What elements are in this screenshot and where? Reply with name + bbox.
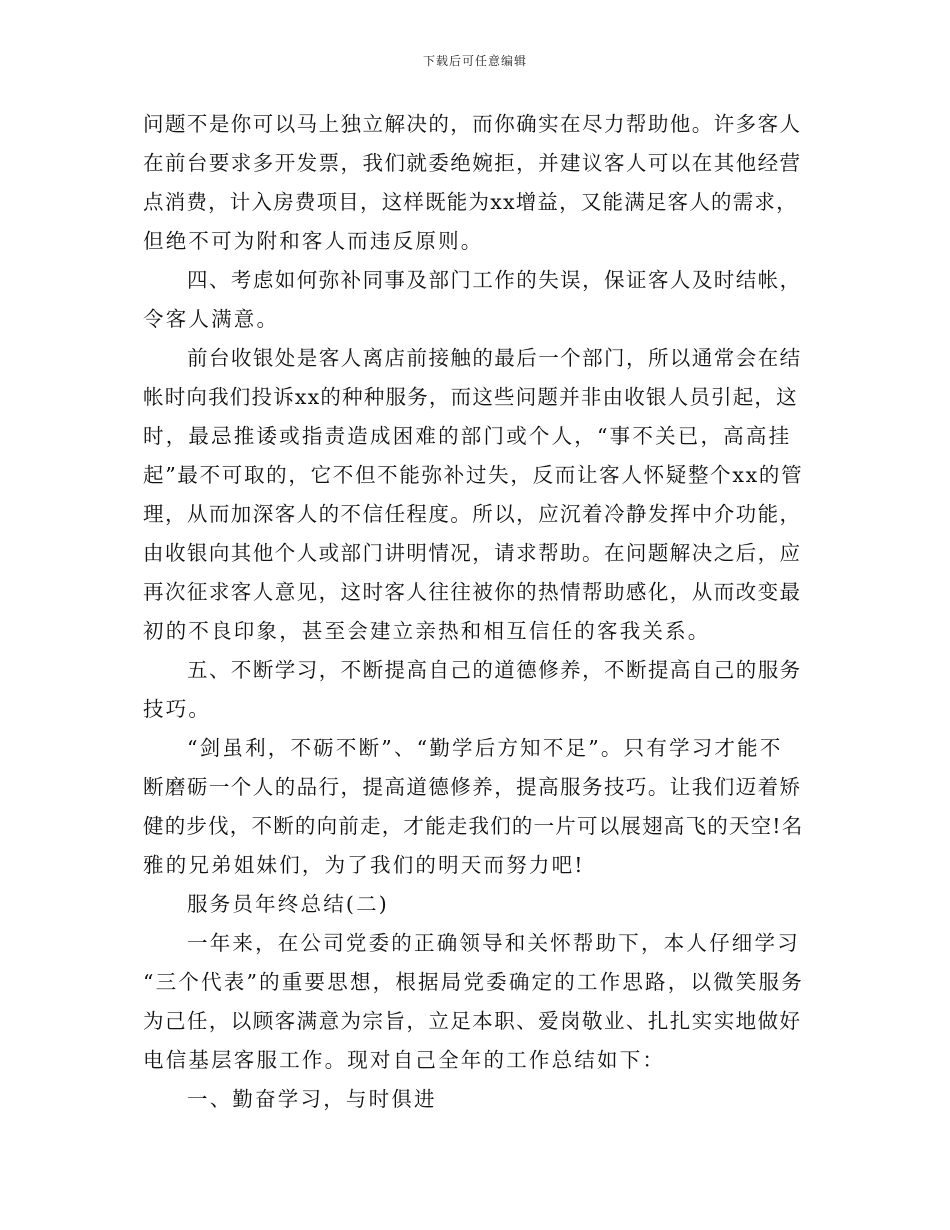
- text-line: 电信基层客服工作。现对自己全年的工作总结如下：: [143, 1048, 666, 1072]
- page-header: 下载后可任意编辑: [422, 54, 527, 68]
- text-line: 理，从而加深客人的不信任程度。所以，应沉着冷静发挥中介功能，: [143, 502, 802, 526]
- text-line: 服务员年终总结(二): [187, 892, 389, 916]
- text-line: 帐时向我们投诉xx的种种服务，而这些问题并非由收银人员引起，这: [143, 385, 798, 409]
- text-line: 令客人满意。: [143, 307, 280, 331]
- text-line: 技巧。: [143, 697, 212, 721]
- text-line: 一、勤奋学习，与时俱进: [187, 1087, 437, 1111]
- text-line: 问题不是你可以马上独立解决的，而你确实在尽力帮助他。许多客人: [143, 112, 802, 136]
- text-line: 断磨砺一个人的品行，提高道德修养，提高服务技巧。让我们迈着矫: [143, 775, 802, 799]
- text-line: 为己任，以顾客满意为宗旨，立足本职、爱岗敬业、扎扎实实地做好: [143, 1009, 802, 1033]
- text-line: 五、不断学习，不断提高自己的道德修养，不断提高自己的服务: [187, 658, 802, 682]
- text-line: 一年来，在公司党委的正确领导和关怀帮助下，本人仔细学习: [187, 931, 800, 955]
- text-line: 起”最不可取的，它不但不能弥补过失，反而让客人怀疑整个xx的管: [143, 463, 804, 487]
- text-line: “剑虽利，不砺不断”、“勤学后方知不足”。只有学习才能不: [187, 736, 783, 760]
- text-line: 再次征求客人意见，这时客人往往被你的热情帮助感化，从而改变最: [143, 580, 802, 604]
- text-line: 健的步伐，不断的向前走，才能走我们的一片可以展翅高飞的天空!名: [143, 814, 804, 838]
- text-line: 由收银向其他个人或部门讲明情况，请求帮助。在问题解决之后，应: [143, 541, 802, 565]
- text-line: 点消费，计入房费项目，这样既能为xx增益，又能满足客人的需求，: [143, 190, 798, 214]
- text-line: 时，最忌推诿或指责造成困难的部门或个人，“事不关已，高高挂: [143, 424, 792, 448]
- text-line: 前台收银处是客人离店前接触的最后一个部门，所以通常会在结: [187, 346, 802, 370]
- text-line: 在前台要求多开发票，我们就委绝婉拒，并建议客人可以在其他经营: [143, 151, 802, 175]
- text-line: 四、考虑如何弥补同事及部门工作的失误，保证客人及时结帐，: [187, 268, 802, 292]
- document-body: [143, 105, 805, 1119]
- text-line: “三个代表”的重要思想，根据局党委确定的工作思路，以微笑服务: [143, 970, 804, 994]
- text-line: 雅的兄弟姐妹们，为了我们的明天而努力吧!: [143, 853, 585, 877]
- text-line: 但绝不可为附和客人而违反原则。: [143, 229, 484, 253]
- text-line: 初的不良印象，甚至会建立亲热和相互信任的客我关系。: [143, 619, 711, 643]
